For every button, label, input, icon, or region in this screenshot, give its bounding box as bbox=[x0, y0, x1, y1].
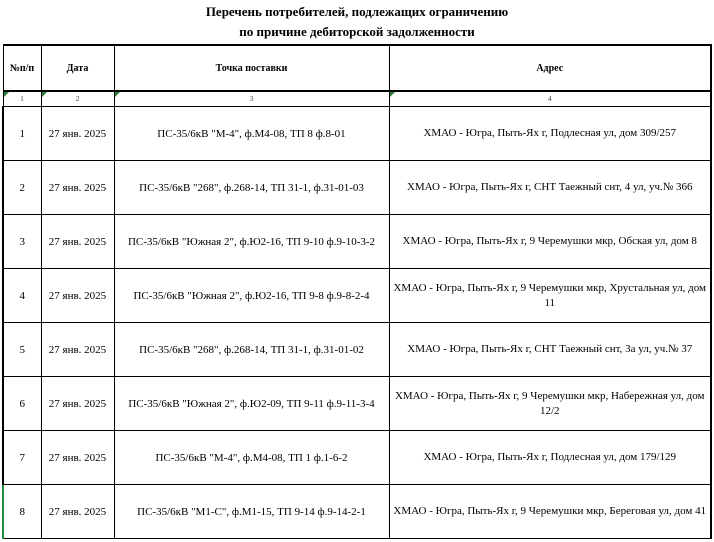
address-cell[interactable]: ХМАО - Югра, Пыть-Ях г, Подлесная ул, дом 179/129 bbox=[389, 431, 711, 485]
column-number-row bbox=[3, 91, 711, 107]
address-cell[interactable]: ХМАО - Югра, Пыть-Ях г, Подлесная ул, дом 309/257 bbox=[389, 107, 711, 161]
supply-point-cell[interactable]: ПС-35/6кВ "Южная 2", ф.Ю2-09, ТП 9-11 ф.9-11-3-4 bbox=[114, 377, 389, 431]
row-number-cell[interactable]: 2 bbox=[3, 161, 41, 215]
table-row bbox=[3, 215, 711, 269]
header-supply-point[interactable]: Точка поставки bbox=[114, 45, 389, 91]
date-cell[interactable]: 27 янв. 2025 bbox=[41, 323, 114, 377]
consumers-table bbox=[2, 44, 712, 539]
supply-point-cell[interactable]: ПС-35/6кВ "Южная 2", ф.Ю2-16, ТП 9-8 ф.9-8-2-4 bbox=[114, 269, 389, 323]
header-date[interactable]: Дата bbox=[41, 45, 114, 91]
row-number-cell[interactable]: 3 bbox=[3, 215, 41, 269]
column-number-cell[interactable]: 4 bbox=[389, 91, 711, 107]
table-row bbox=[3, 269, 711, 323]
supply-point-cell[interactable]: ПС-35/6кВ "Южная 2", ф.Ю2-16, ТП 9-10 ф.9-10-3-2 bbox=[114, 215, 389, 269]
date-cell[interactable]: 27 янв. 2025 bbox=[41, 431, 114, 485]
address-cell[interactable]: ХМАО - Югра, Пыть-Ях г, СНТ Таежный снт, 4 ул, уч.№ 366 bbox=[389, 161, 711, 215]
table-row bbox=[3, 431, 711, 485]
address-cell[interactable]: ХМАО - Югра, Пыть-Ях г, СНТ Таежный снт, 3а ул, уч.№ 37 bbox=[389, 323, 711, 377]
address-cell[interactable]: ХМАО - Югра, Пыть-Ях г, 9 Черемушки мкр, Хрустальная ул, дом 11 bbox=[389, 269, 711, 323]
date-cell[interactable]: 27 янв. 2025 bbox=[41, 377, 114, 431]
table-row bbox=[3, 161, 711, 215]
supply-point-cell[interactable]: ПС-35/6кВ "М-4", ф.М4-08, ТП 1 ф.1-6-2 bbox=[114, 431, 389, 485]
row-number-cell[interactable]: 6 bbox=[3, 377, 41, 431]
table-row bbox=[3, 377, 711, 431]
document-title-line-2: по причине дебиторской задолженности bbox=[239, 24, 475, 39]
header-address[interactable]: Адрес bbox=[389, 45, 711, 91]
table-row bbox=[3, 485, 711, 539]
row-number-cell[interactable]: 4 bbox=[3, 269, 41, 323]
document-title-line-1: Перечень потребителей, подлежащих ограничению bbox=[205, 4, 509, 19]
address-cell[interactable]: ХМАО - Югра, Пыть-Ях г, 9 Черемушки мкр, Береговая ул, дом 41 bbox=[389, 485, 711, 539]
date-cell[interactable]: 27 янв. 2025 bbox=[41, 107, 114, 161]
column-number-cell[interactable]: 3 bbox=[114, 91, 389, 107]
date-cell[interactable]: 27 янв. 2025 bbox=[41, 269, 114, 323]
date-cell[interactable]: 27 янв. 2025 bbox=[41, 215, 114, 269]
supply-point-cell[interactable]: ПС-35/6кВ "268", ф.268-14, ТП 31-1, ф.31-01-03 bbox=[114, 161, 389, 215]
row-number-cell[interactable]: 1 bbox=[3, 107, 41, 161]
header-number[interactable]: №п/п bbox=[3, 45, 41, 91]
supply-point-cell[interactable]: ПС-35/6кВ "М1-С", ф.М1-15, ТП 9-14 ф.9-14-2-1 bbox=[114, 485, 389, 539]
date-cell[interactable]: 27 янв. 2025 bbox=[41, 485, 114, 539]
date-cell[interactable]: 27 янв. 2025 bbox=[41, 161, 114, 215]
column-number-cell[interactable]: 1 bbox=[3, 91, 41, 107]
row-number-cell[interactable]: 7 bbox=[3, 431, 41, 485]
table-header-row bbox=[3, 45, 711, 91]
column-number-cell[interactable]: 2 bbox=[41, 91, 114, 107]
supply-point-cell[interactable]: ПС-35/6кВ "М-4", ф.М4-08, ТП 8 ф.8-01 bbox=[114, 107, 389, 161]
row-number-cell[interactable]: 8 bbox=[3, 485, 41, 539]
table-row bbox=[3, 107, 711, 161]
address-cell[interactable]: ХМАО - Югра, Пыть-Ях г, 9 Черемушки мкр, Набережная ул, дом 12/2 bbox=[389, 377, 711, 431]
table-row bbox=[3, 323, 711, 377]
address-cell[interactable]: ХМАО - Югра, Пыть-Ях г, 9 Черемушки мкр, Обская ул, дом 8 bbox=[389, 215, 711, 269]
supply-point-cell[interactable]: ПС-35/6кВ "268", ф.268-14, ТП 31-1, ф.31-01-02 bbox=[114, 323, 389, 377]
row-number-cell[interactable]: 5 bbox=[3, 323, 41, 377]
